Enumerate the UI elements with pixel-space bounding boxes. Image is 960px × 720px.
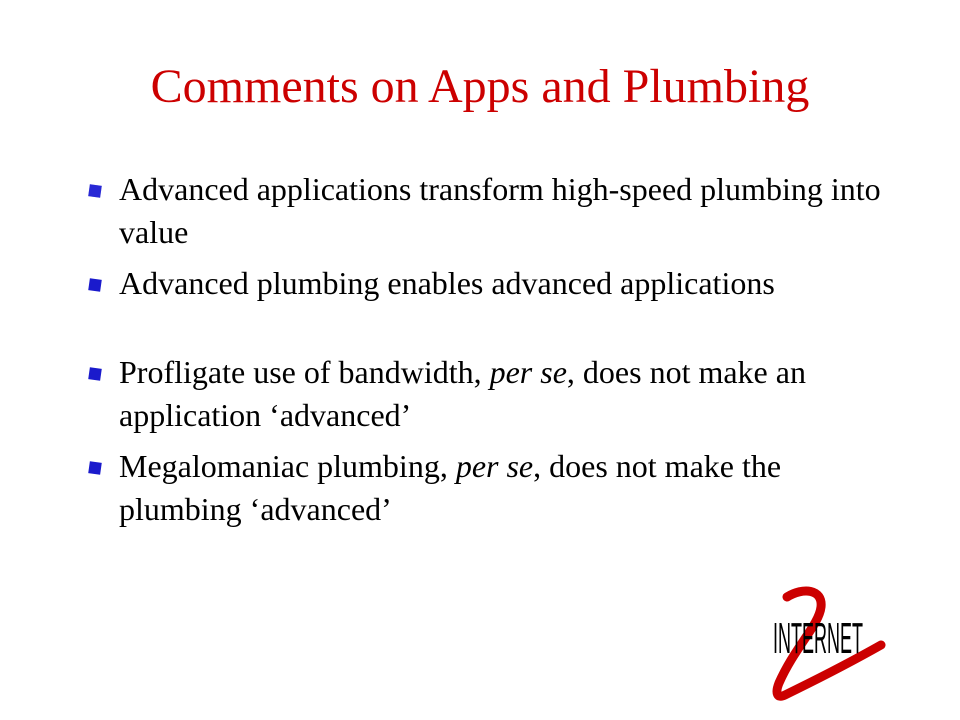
bullet-text bbox=[119, 171, 881, 250]
bullet-item bbox=[86, 262, 906, 305]
bullet-text bbox=[119, 448, 781, 527]
bullet-list bbox=[86, 168, 906, 539]
bullet-text bbox=[119, 354, 806, 433]
bullet-text-segment: , does not make the plumbing ‘advanced’ bbox=[119, 448, 782, 527]
diamond-bullet-icon bbox=[86, 365, 104, 383]
bullet-text-segment: Megalomaniac plumbing, bbox=[119, 448, 456, 484]
bullet-text-segment: , does not make an application ‘advanced’ bbox=[119, 354, 806, 433]
slide-title: Comments on Apps and Plumbing bbox=[150, 60, 810, 113]
bullet-item bbox=[86, 445, 906, 531]
bullet-text-italic: per se bbox=[489, 354, 567, 390]
bullet-item bbox=[86, 351, 906, 437]
diamond-bullet-icon bbox=[86, 182, 104, 200]
diamond-bullet-icon bbox=[86, 276, 104, 294]
diamond-bullet-icon bbox=[86, 459, 104, 477]
bullet-text-italic: per se bbox=[455, 448, 534, 484]
bullet-text bbox=[119, 265, 775, 301]
bullet-text-segment: Profligate use of bandwidth, bbox=[119, 354, 490, 390]
internet2-logo bbox=[765, 585, 885, 703]
bullet-text-segment: Advanced applications transform high-speed plumbing into value bbox=[119, 171, 881, 250]
logo-wordmark: INTERNET bbox=[773, 613, 863, 663]
bullet-item bbox=[86, 168, 906, 254]
bullet-text-segment: Advanced plumbing enables advanced applications bbox=[119, 265, 775, 301]
